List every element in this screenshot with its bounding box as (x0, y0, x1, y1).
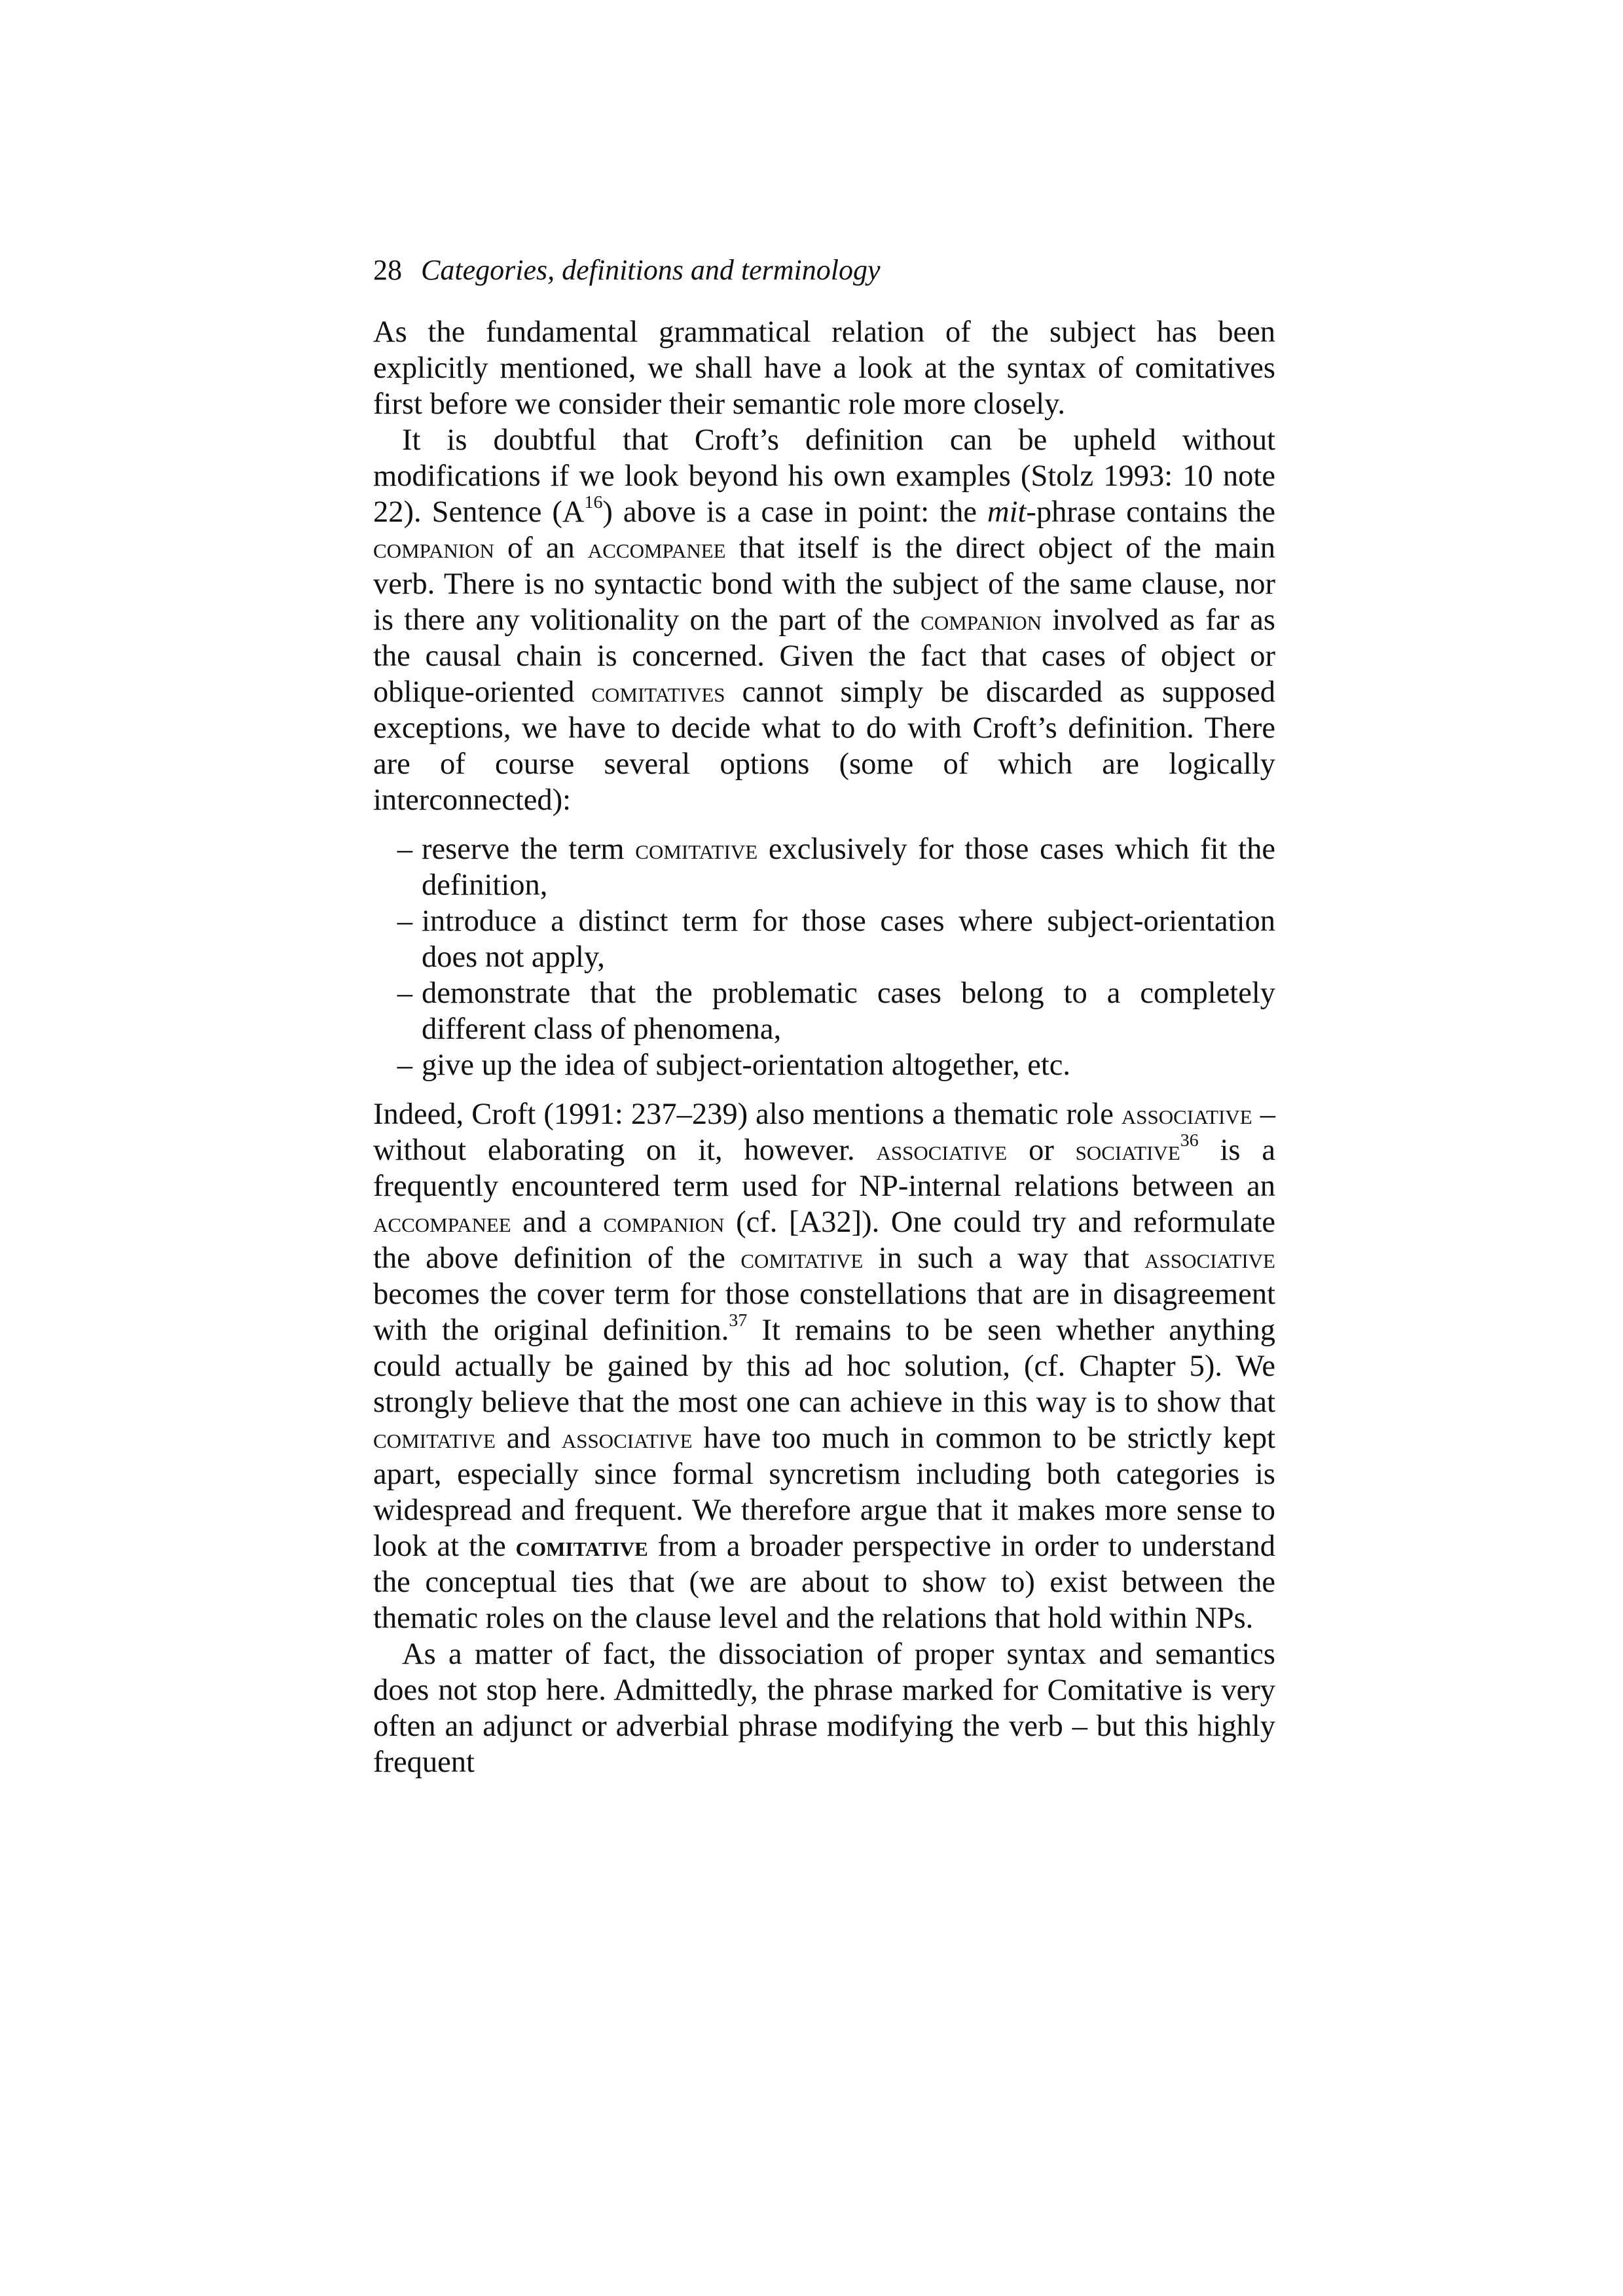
text-run: becomes the cover term for those constellations that are in disagreement with the original definition. (373, 1278, 1275, 1347)
text-run: involved as far as the causal chain is concerned. Given the fact that cases of object or oblique-oriented (373, 603, 1275, 709)
text-run: give up the idea of subject-orientation altogether, etc. (422, 1049, 1071, 1082)
text-run: introduce a distinct term for those cases where subject-orientation does not apply, (422, 905, 1275, 974)
small-caps-term: accompanee (587, 531, 726, 564)
footnote-marker: 36 (1180, 1130, 1199, 1151)
text-run: from a broader perspective in order to understand the conceptual ties that (we are about to show to) exist between the thematic roles on the clause level and the relations that hold within NPs. (373, 1530, 1275, 1635)
text-run: It is doubtful that Croft’s definition can be upheld without modifications if we look beyond his own examples (Stolz 1993: 10 note 22). Sentence (A (373, 423, 1275, 529)
list-item (373, 1047, 1275, 1083)
text-run: (cf. [A32]). One could try and reformulate the above definition of the (373, 1206, 1276, 1275)
options-list (373, 831, 1275, 1083)
example-superscript: 16 (584, 492, 603, 513)
list-item (373, 831, 1275, 903)
small-caps-term: associative (1121, 1098, 1252, 1130)
text-run: ) above is a case in point: the (602, 495, 987, 529)
text-run: It remains to be seen whether anything could actually be gained by this ad hoc solution, (cf. Chapter 5). We strongly believe that the most one can achieve in this way is to show that (373, 1314, 1275, 1419)
text-run: of an (494, 531, 588, 565)
dash-bullet: – (397, 977, 412, 1010)
dash-bullet: – (397, 1049, 412, 1082)
dash-bullet: – (397, 905, 412, 938)
text-run: have too much in common to be strictly kept apart, especially since formal syncretism including both categories is widespread and frequent. We therefore argue that it makes more sense to look at the (373, 1422, 1275, 1563)
text-run: reserve the term (422, 833, 636, 866)
text-run: demonstrate that the problematic cases belong to a completely different class of phenomena, (422, 977, 1275, 1046)
text-run: is a frequently encountered term used for NP-internal relations between an (373, 1134, 1275, 1203)
bold-small-caps-term: comitative (515, 1530, 648, 1562)
small-caps-term: companion (921, 603, 1042, 636)
paragraph-1: As the fundamental grammatical relation of the subject has been explicitly mentioned, we shall have a look at the syntax of comitatives first before we consider their semantic role more closely. (373, 315, 1275, 421)
small-caps-term: accompanee (373, 1206, 511, 1238)
paragraph-2 (373, 422, 1275, 818)
running-header (373, 252, 1275, 288)
small-caps-term: associative (561, 1422, 693, 1454)
text-run: – without elaborating on it, however. (373, 1098, 1275, 1167)
text-run: or (1007, 1134, 1076, 1167)
small-caps-term: associative (876, 1134, 1008, 1166)
text-run: Indeed, Croft (1991: 237–239) also mentions a thematic role (373, 1098, 1122, 1131)
small-caps-term: associative (1144, 1242, 1275, 1274)
small-caps-term: comitatives (591, 675, 725, 708)
small-caps-term: sociative (1075, 1134, 1180, 1166)
list-item (373, 975, 1275, 1047)
dash-bullet: – (397, 833, 412, 866)
small-caps-term: companion (373, 531, 494, 564)
book-page (373, 252, 1275, 1780)
text-run: -phrase contains the (1026, 495, 1275, 529)
small-caps-term: companion (603, 1206, 725, 1238)
running-title: Categories, definitions and terminology (421, 254, 881, 286)
small-caps-term: comitative (373, 1422, 496, 1454)
text-run: and a (511, 1206, 604, 1239)
text-run: that itself is the direct object of the main verb. There is no syntactic bond with the subject of the same clause, nor is there any volitionality on the part of the (373, 531, 1276, 637)
text-run: exclusively for those cases which fit the definition, (422, 833, 1275, 902)
paragraph-4: As a matter of fact, the dissociation of proper syntax and semantics does not stop here. Admittedly, the phrase marked for Comitative is very often an adjunct or adverbial phrase modifying the verb – but this highly frequent (373, 1638, 1275, 1779)
paragraph-3 (373, 1096, 1275, 1636)
text-run: and (495, 1422, 562, 1455)
text-run: cannot simply be discarded as supposed exceptions, we have to decide what to do with Croft’s definition. There are of course several options (some of which are logically interconnected): (373, 675, 1275, 817)
small-caps-term: comitative (635, 833, 758, 865)
footnote-marker: 37 (729, 1310, 748, 1331)
italic-term: mit (987, 495, 1027, 529)
text-run: in such a way that (863, 1242, 1145, 1275)
list-item (373, 903, 1275, 975)
page-number: 28 (373, 254, 402, 286)
small-caps-term: comitative (740, 1242, 864, 1274)
